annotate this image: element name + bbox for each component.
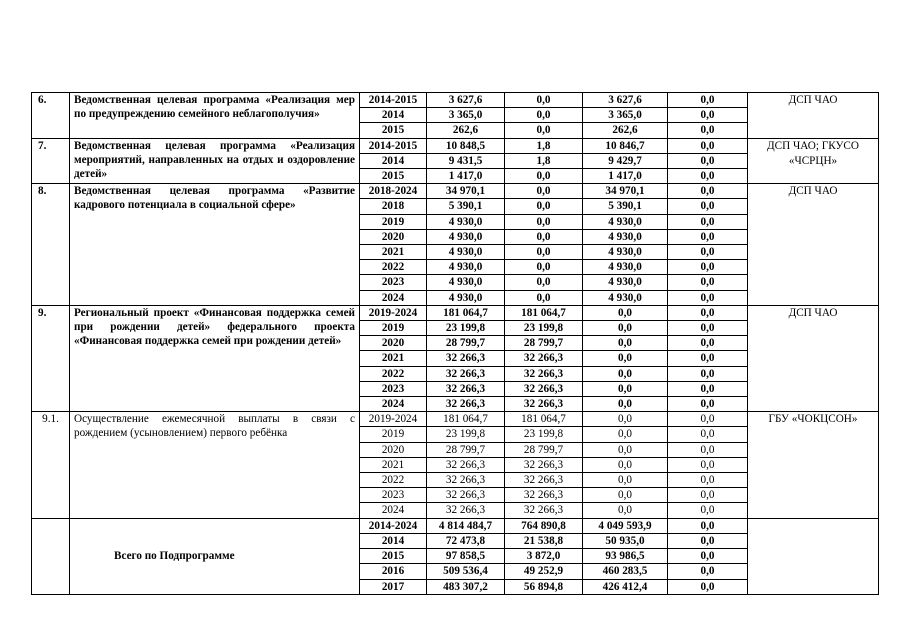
total-cell: 28 799,7 <box>427 336 505 351</box>
federal-cell: 56 894,8 <box>505 579 583 594</box>
other-cell: 0,0 <box>668 305 748 320</box>
total-cell: 9 431,5 <box>427 153 505 168</box>
federal-cell: 0,0 <box>505 290 583 305</box>
regional-cell: 0,0 <box>583 442 668 457</box>
total-cell: 5 390,1 <box>427 199 505 214</box>
regional-cell: 4 049 593,9 <box>583 518 668 533</box>
federal-cell: 181 064,7 <box>505 412 583 427</box>
period-cell: 2024 <box>360 397 427 412</box>
total-cell: 72 473,8 <box>427 533 505 548</box>
total-cell: 32 266,3 <box>427 366 505 381</box>
federal-cell: 32 266,3 <box>505 457 583 472</box>
period-cell: 2020 <box>360 336 427 351</box>
total-cell: 32 266,3 <box>427 473 505 488</box>
total-cell: 3 365,0 <box>427 108 505 123</box>
table-row <box>32 93 879 108</box>
period-cell: 2022 <box>360 260 427 275</box>
table-row <box>32 184 879 199</box>
other-cell: 0,0 <box>668 245 748 260</box>
other-cell: 0,0 <box>668 184 748 199</box>
total-cell: 4 930,0 <box>427 275 505 290</box>
other-cell: 0,0 <box>668 275 748 290</box>
other-cell: 0,0 <box>668 427 748 442</box>
federal-cell: 0,0 <box>505 245 583 260</box>
other-cell: 0,0 <box>668 457 748 472</box>
total-cell: 509 536,4 <box>427 564 505 579</box>
regional-cell: 4 930,0 <box>583 260 668 275</box>
program-name: Осуществление ежемесячной выплаты в связи с рождением (усыновлением) первого ребёнка <box>70 412 360 518</box>
period-cell: 2019 <box>360 214 427 229</box>
other-cell: 0,0 <box>668 533 748 548</box>
other-cell: 0,0 <box>668 488 748 503</box>
period-cell: 2015 <box>360 549 427 564</box>
regional-cell: 9 429,7 <box>583 153 668 168</box>
regional-cell: 4 930,0 <box>583 245 668 260</box>
other-cell: 0,0 <box>668 381 748 396</box>
regional-cell: 0,0 <box>583 473 668 488</box>
other-cell: 0,0 <box>668 397 748 412</box>
other-cell: 0,0 <box>668 351 748 366</box>
regional-cell: 50 935,0 <box>583 533 668 548</box>
total-cell: 4 930,0 <box>427 290 505 305</box>
federal-cell: 21 538,8 <box>505 533 583 548</box>
regional-cell: 4 930,0 <box>583 290 668 305</box>
other-cell: 0,0 <box>668 564 748 579</box>
period-cell: 2018-2024 <box>360 184 427 199</box>
table-body <box>32 93 879 595</box>
other-cell: 0,0 <box>668 412 748 427</box>
table-row <box>32 138 879 153</box>
other-cell: 0,0 <box>668 549 748 564</box>
regional-cell: 262,6 <box>583 123 668 138</box>
federal-cell: 23 199,8 <box>505 321 583 336</box>
other-cell: 0,0 <box>668 93 748 108</box>
federal-cell: 32 266,3 <box>505 473 583 488</box>
table-row <box>32 305 879 320</box>
federal-cell: 0,0 <box>505 214 583 229</box>
total-cell: 32 266,3 <box>427 397 505 412</box>
period-cell: 2014-2015 <box>360 93 427 108</box>
regional-cell: 0,0 <box>583 351 668 366</box>
regional-cell: 3 627,6 <box>583 93 668 108</box>
federal-cell: 32 266,3 <box>505 351 583 366</box>
period-cell: 2022 <box>360 366 427 381</box>
federal-cell: 0,0 <box>505 93 583 108</box>
regional-cell: 0,0 <box>583 457 668 472</box>
period-cell: 2018 <box>360 199 427 214</box>
other-cell: 0,0 <box>668 153 748 168</box>
regional-cell: 10 846,7 <box>583 138 668 153</box>
period-cell: 2022 <box>360 473 427 488</box>
program-name: Ведомственная целевая программа «Развитие кадрового потенциала в социальной сфере» <box>70 184 360 306</box>
total-cell: 4 814 484,7 <box>427 518 505 533</box>
period-cell: 2021 <box>360 457 427 472</box>
total-cell: 181 064,7 <box>427 305 505 320</box>
federal-cell: 0,0 <box>505 260 583 275</box>
period-cell: 2021 <box>360 351 427 366</box>
federal-cell: 32 266,3 <box>505 381 583 396</box>
federal-cell: 0,0 <box>505 169 583 184</box>
other-cell: 0,0 <box>668 108 748 123</box>
program-name: Ведомственная целевая программа «Реализация мероприятий, направленных на отдых и оздоровление детей» <box>70 138 360 184</box>
other-cell: 0,0 <box>668 260 748 275</box>
regional-cell: 4 930,0 <box>583 214 668 229</box>
regional-cell: 460 283,5 <box>583 564 668 579</box>
row-number: 7. <box>32 138 70 184</box>
period-cell: 2019 <box>360 321 427 336</box>
regional-cell: 0,0 <box>583 427 668 442</box>
total-cell: 181 064,7 <box>427 412 505 427</box>
federal-cell: 0,0 <box>505 184 583 199</box>
federal-cell: 764 890,8 <box>505 518 583 533</box>
total-cell: 97 858,5 <box>427 549 505 564</box>
federal-cell: 23 199,8 <box>505 427 583 442</box>
regional-cell: 0,0 <box>583 412 668 427</box>
other-cell: 0,0 <box>668 442 748 457</box>
regional-cell: 4 930,0 <box>583 229 668 244</box>
regional-cell: 5 390,1 <box>583 199 668 214</box>
federal-cell: 3 872,0 <box>505 549 583 564</box>
federal-cell: 181 064,7 <box>505 305 583 320</box>
regional-cell: 93 986,5 <box>583 549 668 564</box>
row-number: 6. <box>32 93 70 139</box>
period-cell: 2020 <box>360 229 427 244</box>
period-cell: 2019 <box>360 427 427 442</box>
other-cell: 0,0 <box>668 321 748 336</box>
federal-cell: 0,0 <box>505 108 583 123</box>
period-cell: 2024 <box>360 503 427 518</box>
other-cell: 0,0 <box>668 366 748 381</box>
regional-cell: 0,0 <box>583 397 668 412</box>
total-cell: 10 848,5 <box>427 138 505 153</box>
regional-cell: 426 412,4 <box>583 579 668 594</box>
executor: ГБУ «ЧОКЦСОН» <box>748 412 879 518</box>
executor: ДСП ЧАО <box>748 305 879 411</box>
period-cell: 2021 <box>360 245 427 260</box>
period-cell: 2017 <box>360 579 427 594</box>
total-cell: 23 199,8 <box>427 321 505 336</box>
other-cell: 0,0 <box>668 138 748 153</box>
executor: ДСП ЧАО <box>748 184 879 306</box>
total-row <box>32 518 879 533</box>
period-cell: 2014 <box>360 153 427 168</box>
regional-cell: 0,0 <box>583 503 668 518</box>
total-cell: 34 970,1 <box>427 184 505 199</box>
period-cell: 2023 <box>360 381 427 396</box>
total-cell: 483 307,2 <box>427 579 505 594</box>
total-label: Всего по Подпрограмме <box>70 518 360 594</box>
regional-cell: 34 970,1 <box>583 184 668 199</box>
total-number-cell <box>32 518 70 594</box>
total-cell: 262,6 <box>427 123 505 138</box>
total-cell: 28 799,7 <box>427 442 505 457</box>
period-cell: 2020 <box>360 442 427 457</box>
other-cell: 0,0 <box>668 336 748 351</box>
regional-cell: 0,0 <box>583 321 668 336</box>
table-row <box>32 412 879 427</box>
budget-table <box>31 92 879 595</box>
period-cell: 2014-2015 <box>360 138 427 153</box>
federal-cell: 1,8 <box>505 153 583 168</box>
federal-cell: 49 252,9 <box>505 564 583 579</box>
other-cell: 0,0 <box>668 123 748 138</box>
total-cell: 4 930,0 <box>427 260 505 275</box>
other-cell: 0,0 <box>668 214 748 229</box>
period-cell: 2016 <box>360 564 427 579</box>
federal-cell: 32 266,3 <box>505 503 583 518</box>
total-cell: 32 266,3 <box>427 351 505 366</box>
federal-cell: 28 799,7 <box>505 336 583 351</box>
federal-cell: 0,0 <box>505 123 583 138</box>
period-cell: 2019-2024 <box>360 305 427 320</box>
period-cell: 2014 <box>360 108 427 123</box>
regional-cell: 0,0 <box>583 366 668 381</box>
other-cell: 0,0 <box>668 290 748 305</box>
federal-cell: 0,0 <box>505 275 583 290</box>
other-cell: 0,0 <box>668 579 748 594</box>
other-cell: 0,0 <box>668 229 748 244</box>
other-cell: 0,0 <box>668 473 748 488</box>
period-cell: 2014-2024 <box>360 518 427 533</box>
total-cell: 4 930,0 <box>427 245 505 260</box>
period-cell: 2019-2024 <box>360 412 427 427</box>
federal-cell: 28 799,7 <box>505 442 583 457</box>
row-number: 9. <box>32 305 70 411</box>
other-cell: 0,0 <box>668 169 748 184</box>
period-cell: 2023 <box>360 488 427 503</box>
total-cell: 32 266,3 <box>427 503 505 518</box>
total-cell: 1 417,0 <box>427 169 505 184</box>
regional-cell: 0,0 <box>583 336 668 351</box>
regional-cell: 3 365,0 <box>583 108 668 123</box>
row-number: 9.1. <box>32 412 70 518</box>
federal-cell: 32 266,3 <box>505 397 583 412</box>
total-cell: 32 266,3 <box>427 488 505 503</box>
regional-cell: 4 930,0 <box>583 275 668 290</box>
other-cell: 0,0 <box>668 503 748 518</box>
period-cell: 2024 <box>360 290 427 305</box>
executor: ДСП ЧАО; ГКУСО «ЧСРЦН» <box>748 138 879 184</box>
total-cell: 32 266,3 <box>427 457 505 472</box>
regional-cell: 1 417,0 <box>583 169 668 184</box>
federal-cell: 32 266,3 <box>505 366 583 381</box>
total-cell: 32 266,3 <box>427 381 505 396</box>
federal-cell: 32 266,3 <box>505 488 583 503</box>
program-name: Региональный проект «Финансовая поддержка семей при рождении детей» федерального проекта «Финансовая поддержка семей при рождении детей» <box>70 305 360 411</box>
period-cell: 2015 <box>360 123 427 138</box>
period-cell: 2015 <box>360 169 427 184</box>
regional-cell: 0,0 <box>583 488 668 503</box>
period-cell: 2023 <box>360 275 427 290</box>
total-cell: 4 930,0 <box>427 214 505 229</box>
federal-cell: 0,0 <box>505 199 583 214</box>
period-cell: 2014 <box>360 533 427 548</box>
total-cell: 23 199,8 <box>427 427 505 442</box>
federal-cell: 1,8 <box>505 138 583 153</box>
total-executor-cell <box>748 518 879 594</box>
regional-cell: 0,0 <box>583 381 668 396</box>
other-cell: 0,0 <box>668 518 748 533</box>
row-number: 8. <box>32 184 70 306</box>
total-cell: 3 627,6 <box>427 93 505 108</box>
executor: ДСП ЧАО <box>748 93 879 139</box>
regional-cell: 0,0 <box>583 305 668 320</box>
federal-cell: 0,0 <box>505 229 583 244</box>
total-cell: 4 930,0 <box>427 229 505 244</box>
other-cell: 0,0 <box>668 199 748 214</box>
program-name: Ведомственная целевая программа «Реализация мер по предупреждению семейного неблагополучия» <box>70 93 360 139</box>
